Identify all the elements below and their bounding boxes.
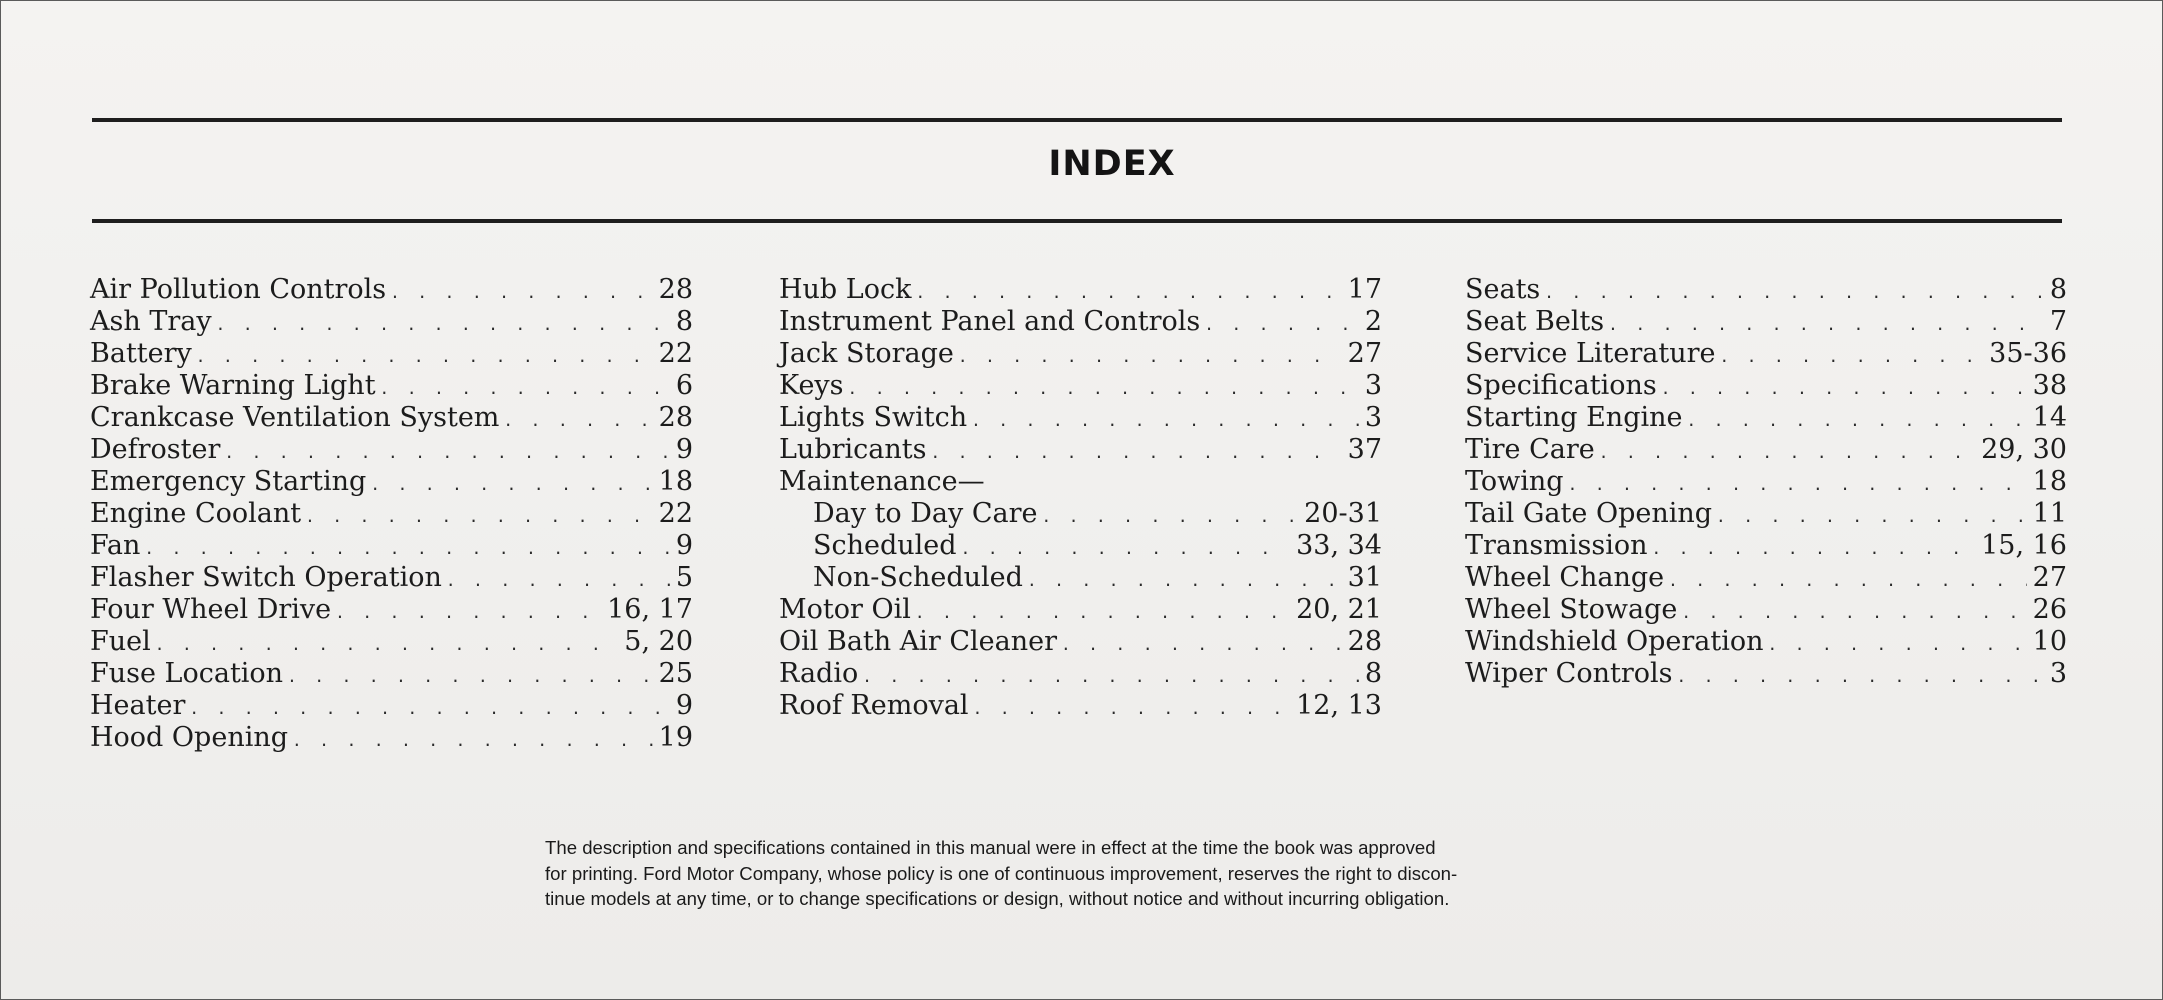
index-entry	[90, 562, 693, 594]
entry-pages: 27	[1347, 338, 1382, 369]
leader-dots	[292, 725, 653, 757]
disclaimer-line: tinue models at any time, or to change specifications or design, without notice and without incurring obligation.	[545, 888, 1450, 909]
entry-name: Keys	[779, 370, 844, 401]
leader-dots	[1661, 373, 2027, 405]
leader-dots	[1042, 501, 1299, 533]
index-column-3	[1465, 274, 2067, 690]
index-entry	[90, 370, 693, 402]
leader-dots	[1027, 565, 1342, 597]
index-subentry	[779, 530, 1382, 562]
index-entry	[779, 626, 1382, 658]
entry-pages: 8	[675, 306, 693, 337]
leader-dots	[287, 661, 653, 693]
index-entry	[779, 274, 1382, 306]
entry-name: Scheduled	[813, 530, 957, 561]
entry-name: Radio	[779, 658, 859, 689]
entry-name: Wiper Controls	[1465, 658, 1673, 689]
index-entry	[90, 338, 693, 370]
index-subentry	[779, 498, 1382, 530]
entry-pages: 6	[675, 370, 693, 401]
leader-dots	[848, 373, 1359, 405]
entry-pages: 19	[658, 722, 693, 753]
leader-dots	[1608, 309, 2044, 341]
entry-name: Hub Lock	[779, 274, 912, 305]
index-entry	[90, 658, 693, 690]
entry-name: Transmission	[1465, 530, 1648, 561]
entry-pages: 3	[1364, 402, 1382, 433]
index-entry	[779, 658, 1382, 690]
disclaimer-line: for printing. Ford Motor Company, whose policy is one of continuous improvement, reserves the right to discon-	[545, 862, 1458, 884]
leader-dots	[144, 533, 669, 565]
entry-name: Windshield Operation	[1465, 626, 1764, 657]
leader-dots	[1061, 629, 1342, 661]
index-entry	[90, 306, 693, 338]
entry-pages: 2	[1364, 306, 1382, 337]
entry-pages: 12, 13	[1296, 690, 1382, 721]
entry-name: Hood Opening	[90, 722, 289, 753]
index-entry	[1465, 434, 2067, 466]
leader-dots	[370, 469, 652, 501]
entry-name: Oil Bath Air Cleaner	[779, 626, 1058, 657]
leader-dots	[1599, 437, 1975, 469]
entry-pages: 20, 21	[1296, 594, 1382, 625]
leader-dots	[1204, 309, 1359, 341]
entry-pages: 26	[2032, 594, 2067, 625]
leader-dots	[1686, 405, 2026, 437]
leader-dots	[915, 277, 1341, 309]
entry-pages: 20-31	[1304, 498, 1382, 529]
entry-pages: 28	[658, 402, 693, 433]
entry-name: Brake Warning Light	[90, 370, 376, 401]
entry-name: Fan	[90, 530, 141, 561]
entry-name: Tire Care	[1465, 434, 1595, 465]
leader-dots	[155, 629, 619, 661]
leader-dots	[961, 533, 1291, 565]
index-entry	[779, 370, 1382, 402]
leader-dots	[196, 341, 653, 373]
entry-name: Instrument Panel and Controls	[779, 306, 1201, 337]
entry-name: Jack Storage	[779, 338, 954, 369]
entry-pages: 8	[1364, 658, 1382, 689]
leader-dots	[390, 277, 653, 309]
entry-name: Emergency Starting	[90, 466, 367, 497]
entry-name: Engine Coolant	[90, 498, 302, 529]
index-entry	[90, 626, 693, 658]
index-entry	[779, 594, 1382, 626]
leader-dots	[380, 373, 670, 405]
entry-name: Non-Scheduled	[813, 562, 1023, 593]
index-entry	[90, 466, 693, 498]
entry-pages: 7	[2049, 306, 2067, 337]
leader-dots	[915, 597, 1290, 629]
leader-dots	[1652, 533, 1976, 565]
entry-pages: 9	[675, 434, 693, 465]
leader-dots	[1676, 661, 2043, 693]
entry-pages: 15, 16	[1981, 530, 2067, 561]
entry-name: Wheel Change	[1465, 562, 1665, 593]
entry-name: Day to Day Care	[813, 498, 1038, 529]
leader-dots	[503, 405, 652, 437]
index-entry	[1465, 306, 2067, 338]
index-entry	[1465, 562, 2067, 594]
index-heading	[779, 466, 1382, 498]
index-entry	[1465, 466, 2067, 498]
leader-dots	[1767, 629, 2026, 661]
index-entry	[779, 690, 1382, 722]
index-column-2	[779, 274, 1382, 722]
leader-dots	[1716, 501, 2027, 533]
entry-name: Lubricants	[779, 434, 927, 465]
entry-pages: 22	[658, 338, 693, 369]
entry-pages: 9	[675, 530, 693, 561]
leader-dots	[189, 693, 669, 725]
index-entry	[1465, 530, 2067, 562]
entry-pages: 35-36	[1989, 338, 2067, 369]
entry-pages: 31	[1347, 562, 1382, 593]
entry-name: Flasher Switch Operation	[90, 562, 442, 593]
index-subentry	[779, 562, 1382, 594]
leader-dots	[971, 405, 1359, 437]
leader-dots	[335, 597, 601, 629]
entry-pages: 33, 34	[1296, 530, 1382, 561]
entry-name: Maintenance—	[779, 466, 985, 497]
disclaimer-line: The description and specifications contained in this manual were in effect at the time the book was approved	[545, 837, 1436, 858]
entry-name: Specifications	[1465, 370, 1657, 401]
entry-pages: 10	[2032, 626, 2067, 657]
entry-name: Seat Belts	[1465, 306, 1605, 337]
index-entry	[90, 594, 693, 626]
index-entry	[90, 498, 693, 530]
leader-dots	[1544, 277, 2044, 309]
leader-dots	[1681, 597, 2026, 629]
leader-dots	[930, 437, 1341, 469]
index-column-1	[90, 274, 693, 754]
entry-pages: 22	[658, 498, 693, 529]
leader-dots	[216, 309, 670, 341]
entry-pages: 18	[658, 466, 693, 497]
entry-name: Heater	[90, 690, 186, 721]
top-rule	[92, 118, 2062, 122]
leader-dots	[973, 693, 1291, 725]
entry-pages: 18	[2032, 466, 2067, 497]
index-entry	[1465, 498, 2067, 530]
entry-pages: 5	[675, 562, 693, 593]
index-entry	[90, 690, 693, 722]
index-entry	[90, 274, 693, 306]
index-entry	[1465, 338, 2067, 370]
entry-pages: 28	[1347, 626, 1382, 657]
index-entry	[90, 722, 693, 754]
index-entry	[90, 530, 693, 562]
index-entry	[90, 434, 693, 466]
entry-pages: 3	[1364, 370, 1382, 401]
leader-dots	[958, 341, 1342, 373]
index-entry	[779, 306, 1382, 338]
leader-dots	[446, 565, 670, 597]
entry-name: Lights Switch	[779, 402, 968, 433]
leader-dots	[1568, 469, 2027, 501]
leader-dots	[1719, 341, 1983, 373]
entry-pages: 14	[2032, 402, 2067, 433]
entry-pages: 27	[2032, 562, 2067, 593]
entry-pages: 28	[658, 274, 693, 305]
index-entry	[90, 402, 693, 434]
entry-name: Ash Tray	[90, 306, 212, 337]
entry-name: Roof Removal	[779, 690, 969, 721]
disclaimer-text	[545, 835, 1615, 912]
index-entry	[1465, 594, 2067, 626]
index-entry	[1465, 626, 2067, 658]
entry-pages: 5, 20	[624, 626, 693, 657]
entry-name: Battery	[90, 338, 192, 369]
entry-name: Seats	[1465, 274, 1541, 305]
entry-name: Defroster	[90, 434, 221, 465]
index-entry	[779, 338, 1382, 370]
entry-pages: 25	[658, 658, 693, 689]
entry-name: Air Pollution Controls	[90, 274, 387, 305]
entry-name: Tail Gate Opening	[1465, 498, 1713, 529]
entry-pages: 37	[1347, 434, 1382, 465]
entry-pages: 8	[2049, 274, 2067, 305]
entry-name: Fuel	[90, 626, 151, 657]
index-entry	[1465, 370, 2067, 402]
leader-dots	[224, 437, 669, 469]
leader-dots	[1668, 565, 2027, 597]
entry-pages: 3	[2049, 658, 2067, 689]
entry-name: Crankcase Ventilation System	[90, 402, 500, 433]
entry-name: Four Wheel Drive	[90, 594, 332, 625]
bottom-rule	[92, 219, 2062, 223]
index-entry	[1465, 274, 2067, 306]
entry-pages: 17	[1347, 274, 1382, 305]
entry-pages: 29, 30	[1981, 434, 2067, 465]
entry-pages: 11	[2032, 498, 2067, 529]
entry-name: Motor Oil	[779, 594, 911, 625]
leader-dots	[862, 661, 1359, 693]
index-entry	[779, 402, 1382, 434]
entry-pages: 16, 17	[607, 594, 693, 625]
entry-pages: 9	[675, 690, 693, 721]
entry-name: Towing	[1465, 466, 1564, 497]
entry-name: Starting Engine	[1465, 402, 1683, 433]
page-title: INDEX	[1048, 144, 1176, 184]
leader-dots	[305, 501, 653, 533]
index-entry	[779, 434, 1382, 466]
entry-pages: 38	[2032, 370, 2067, 401]
index-entry	[1465, 402, 2067, 434]
entry-name: Fuse Location	[90, 658, 284, 689]
entry-name: Wheel Stowage	[1465, 594, 1678, 625]
entry-name: Service Literature	[1465, 338, 1716, 369]
index-entry	[1465, 658, 2067, 690]
